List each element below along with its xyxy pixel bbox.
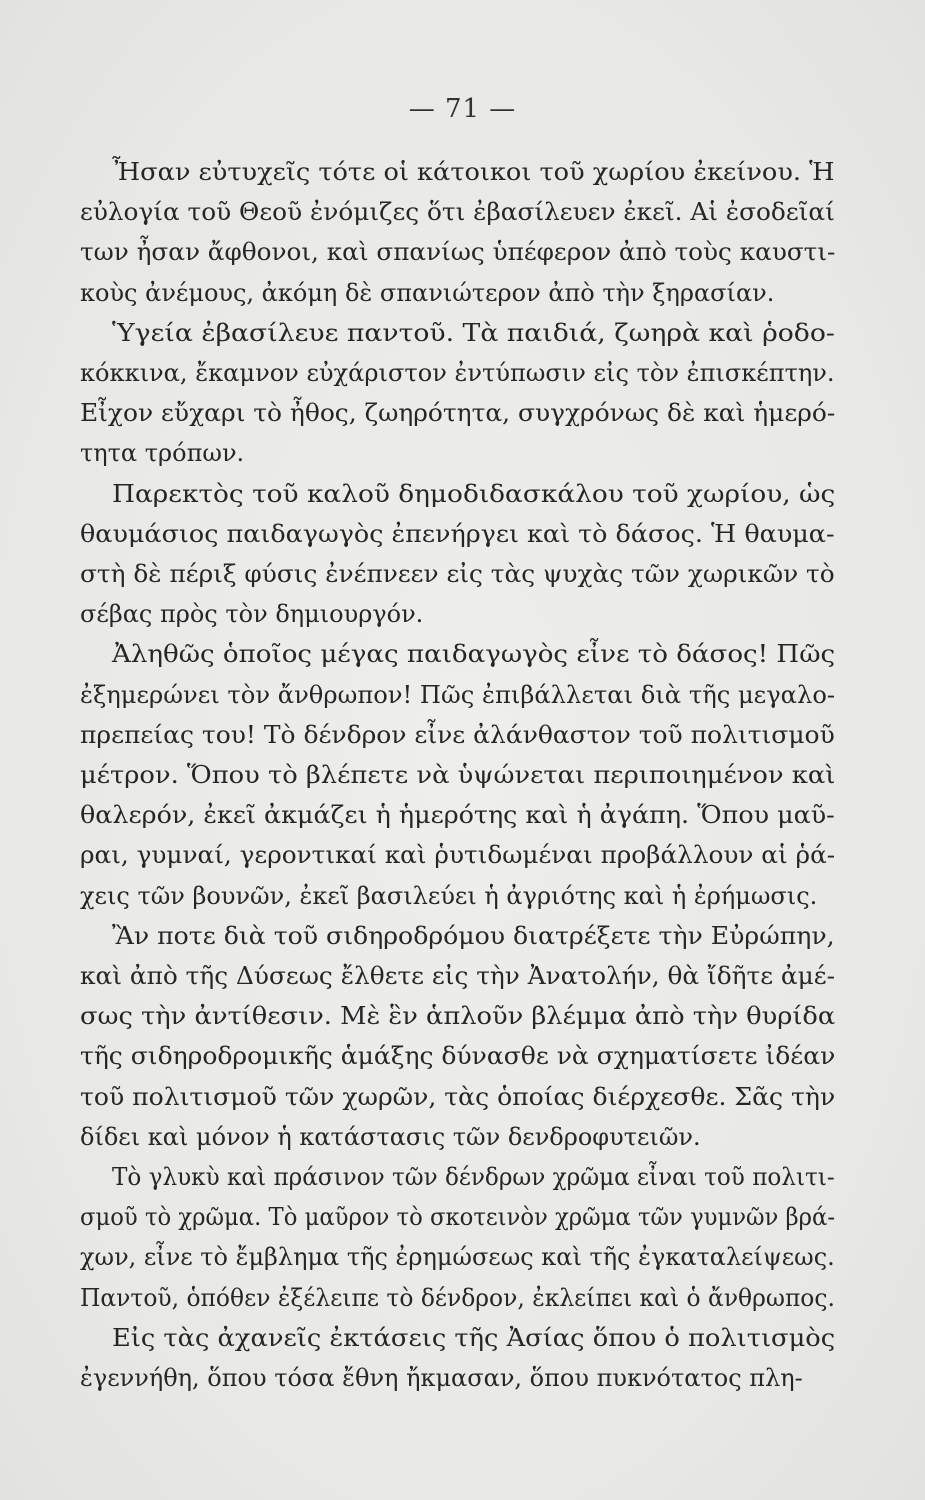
text-line: πρεπείας του! Τὸ δένδρον εἶνε ἀλάνθαστον τοῦ πολιτισμοῦ <box>80 720 835 749</box>
text-line: Εἰς τὰς ἀχανεῖς ἐκτάσεις τῆς Ἀσίας ὅπου ὁ πολιτισμὸς <box>112 1323 836 1352</box>
text-line: τῆς σιδηροδρομικῆς ἁμάξης δύνασθε νὰ σχηματίσετε ἰδέαν <box>80 1042 836 1071</box>
text-line: κόκκινα, ἔκαμνον εὐχάριστον ἐντύπωσιν εἰς τὸν ἐπισκέπτην. <box>80 359 835 387</box>
text-line: των ἦσαν ἄφθονοι, καὶ σπανίως ὑπέφερον ἀπὸ τοὺς καυστι- <box>80 238 836 267</box>
text-line: Ἦσαν εὐτυχεῖς τότε οἱ κάτοικοι τοῦ χωρίου ἐκείνου. Ἡ <box>112 158 835 186</box>
text-line: θαλερόν, ἐκεῖ ἀκμάζει ἡ ἡμερότης καὶ ἡ ἀγάπη. Ὅπου μαῦ- <box>80 801 835 830</box>
page-number: — 71 — <box>408 94 517 124</box>
text-line: δίδει καὶ μόνον ἡ κατάστασις τῶν δενδροφυτειῶν. <box>80 1122 701 1151</box>
text-line: Ἀληθῶς ὁποῖος μέγας παιδαγωγὸς εἶνε τὸ δάσος! Πῶς <box>112 640 836 669</box>
text-line: σμοῦ τὸ χρῶμα. Τὸ μαῦρον τὸ σκοτεινὸν χρῶμα τῶν γυμνῶν βρά- <box>80 1203 836 1232</box>
text-line: κοὺς ἀνέμους, ἀκόμη δὲ σπανιώτερον ἀπὸ τὴν ξηρασίαν. <box>80 278 775 307</box>
text-line: Ὑγεία ἐβασίλευε παντοῦ. Τὰ παιδιά, ζωηρὰ καὶ ῥοδο- <box>112 318 835 347</box>
text-line: στὴ δὲ πέριξ φύσις ἐνέπνεεν εἰς τὰς ψυχὰς τῶν χωρικῶν τὸ <box>80 560 835 588</box>
text-line: σως τὴν ἀντίθεσιν. Μὲ ἓν ἁπλοῦν βλέμμα ἀπὸ τὴν θυρίδα <box>80 1002 836 1031</box>
text-line: σέβας πρὸς τὸν δημιουργόν. <box>80 600 424 629</box>
text-line: Τὸ γλυκὺ καὶ πράσινον τῶν δένδρων χρῶμα εἶναι τοῦ πολιτι- <box>112 1163 835 1191</box>
text-line: θαυμάσιος παιδαγωγὸς ἐπενήργει καὶ τὸ δάσος. Ἡ θαυμα- <box>80 519 835 548</box>
text-line: Παρεκτὸς τοῦ καλοῦ δημοδιδασκάλου τοῦ χωρίου, ὡς <box>112 479 836 508</box>
text-line: Παντοῦ, ὁπόθεν ἐξέλειπε τὸ δένδρον, ἐκλείπει καὶ ὁ ἄνθρωπος. <box>80 1283 835 1312</box>
text-line: καὶ ἀπὸ τῆς Δύσεως ἔλθετε εἰς τὴν Ἀνατολήν, θὰ ἴδῆτε ἀμέ- <box>80 962 835 990</box>
text-line: Ἂν ποτε διὰ τοῦ σιδηροδρόμου διατρέξετε τὴν Εὐρώπην, <box>112 921 835 950</box>
text-line: χεις τῶν βουνῶν, ἐκεῖ βασιλεύει ἡ ἀγριότης καὶ ἡ ἐρήμωσις. <box>80 881 818 910</box>
text-line: χων, εἶνε τὸ ἔμβλημα τῆς ἐρημώσεως καὶ τῆς ἐγκαταλείψεως. <box>80 1243 835 1272</box>
text-line: ἐγεννήθη, ὅπου τόσα ἔθνη ἤκμασαν, ὅπου πυκνότατος πλη- <box>80 1364 803 1392</box>
text-line: μέτρον. Ὅπου τὸ βλέπετε νὰ ὑψώνεται περιποιημένον καὶ <box>80 761 836 789</box>
text-line: ἐξημερώνει τὸν ἄνθρωπον! Πῶς ἐπιβάλλεται διὰ τῆς μεγαλο- <box>80 680 836 709</box>
text-line: Εἶχον εὔχαρι τὸ ἦθος, ζωηρότητα, συγχρόνως δὲ καὶ ἡμερό- <box>80 399 836 428</box>
text-line: τοῦ πολιτισμοῦ τῶν χωρῶν, τὰς ὁποίας διέρχεσθε. Σᾶς τὴν <box>80 1082 836 1111</box>
text-line: ραι, γυμναί, γεροντικαί καὶ ῥυτιδωμέναι προβάλλουν αἱ ῥά- <box>80 841 836 870</box>
text-line: τητα τρόπων. <box>80 439 245 468</box>
text-line: εὐλογία τοῦ Θεοῦ ἐνόμιζες ὅτι ἐβασίλευεν ἐκεῖ. Αἱ ἐσοδεῖαί <box>80 198 835 227</box>
